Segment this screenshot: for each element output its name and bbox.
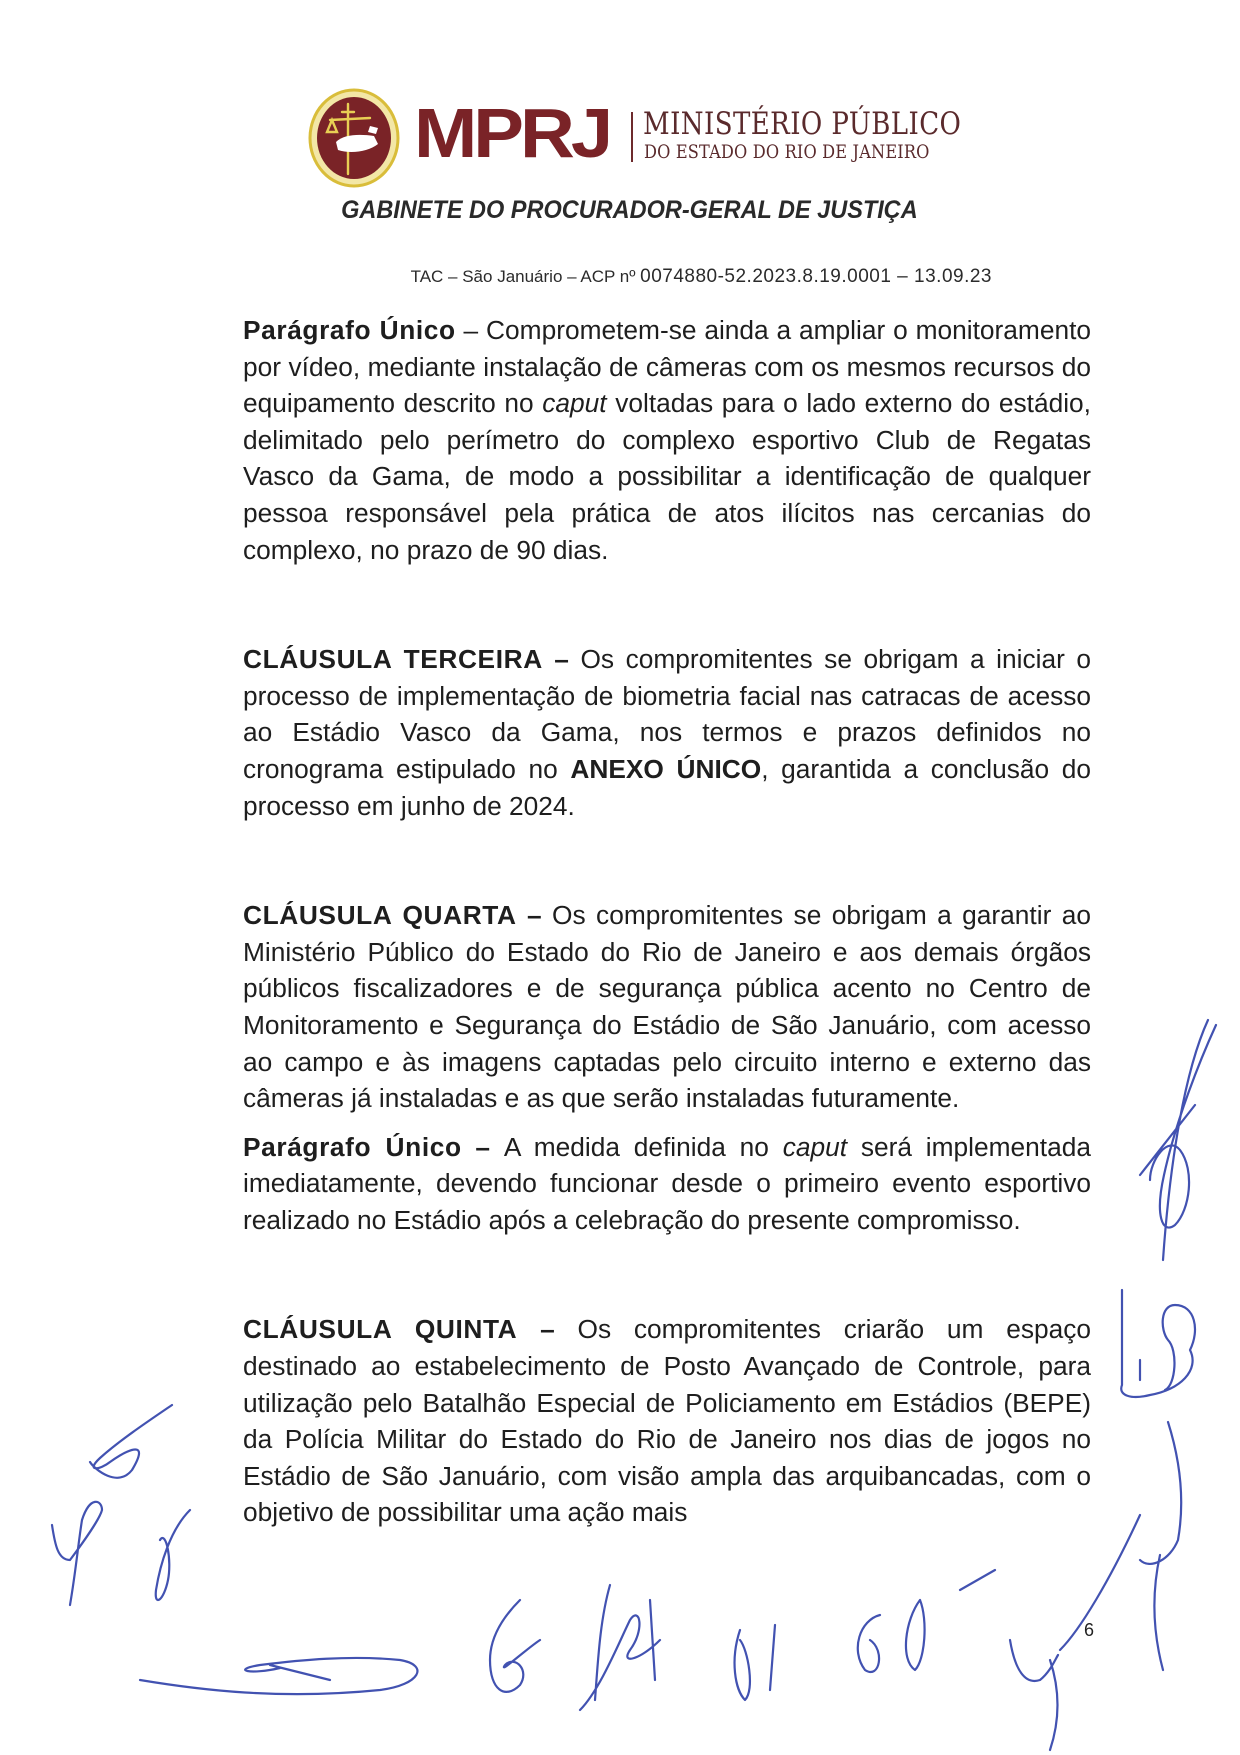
dash: – bbox=[461, 1131, 504, 1162]
page-number: 6 bbox=[1084, 1620, 1095, 1640]
signature-bottom-2 bbox=[490, 1600, 540, 1692]
clausula-terceira bbox=[243, 641, 1091, 824]
dash: – bbox=[516, 900, 553, 931]
paragraph-text: voltadas para o lado externo do estádio, delimitado pelo perímetro do complexo esportivo Club de Regatas Vasco da Gama, de modo a possibilitar a identificação de qualquer pessoa responsável pela prática de atos ilícitos nas cercanias do complexo, no prazo de 90 dias. bbox=[243, 388, 1091, 565]
paragraph-label: Parágrafo Único bbox=[243, 315, 456, 345]
clause-text: , garantida a conclusão do processo em junho de 2024. bbox=[243, 753, 1091, 821]
document-reference bbox=[411, 266, 992, 288]
initial-left-1 bbox=[90, 1405, 172, 1478]
reference-number: 0074880-52.2023.8.19.0001 – 13.09.23 bbox=[640, 266, 992, 287]
reference-prefix: TAC – São Januário – ACP nº bbox=[410, 267, 641, 286]
signature-bottom-3 bbox=[580, 1585, 660, 1710]
caput-term: caput bbox=[782, 1131, 848, 1162]
clausula-quarta bbox=[243, 897, 1091, 1117]
brand-logo-text: MPRJ bbox=[414, 94, 610, 173]
letterhead bbox=[0, 0, 1240, 290]
initial-right-1 bbox=[1140, 1020, 1216, 1260]
signature-bottom-1 bbox=[140, 1658, 417, 1694]
mprj-seal-icon bbox=[308, 88, 400, 188]
document-body bbox=[243, 312, 1091, 1531]
clause-label: CLÁUSULA TERCEIRA bbox=[243, 644, 543, 675]
brand-divider bbox=[631, 112, 633, 162]
paragrafo-unico-1 bbox=[243, 312, 1091, 568]
org-name: MINISTÉRIO PÚBLICO bbox=[643, 106, 962, 142]
signature-bottom-5 bbox=[858, 1570, 995, 1672]
office-title: GABINETE DO PROCURADOR-GERAL DE JUSTIÇA bbox=[341, 196, 918, 224]
signature-bottom-4 bbox=[735, 1625, 775, 1700]
clausula-quinta bbox=[243, 1311, 1091, 1531]
dash: – bbox=[455, 315, 487, 345]
dash: – bbox=[542, 644, 581, 675]
org-subtitle: DO ESTADO DO RIO DE JANEIRO bbox=[644, 141, 930, 163]
anexo-unico: ANEXO ÚNICO bbox=[570, 753, 762, 784]
paragraph-text: A medida definida no bbox=[503, 1131, 783, 1162]
clause-label: CLÁUSULA QUINTA bbox=[243, 1314, 518, 1345]
paragraph-text: Comprometem-se ainda a ampliar o monitoramento por vídeo, mediante instalação de câmeras com os mesmos recursos do equipamento descrito no bbox=[243, 315, 1092, 419]
paragraph-label: Parágrafo Único bbox=[243, 1131, 462, 1162]
signature-bottom-6 bbox=[1010, 1640, 1058, 1750]
initial-left-3 bbox=[156, 1510, 190, 1600]
initial-right-2 bbox=[1121, 1290, 1195, 1397]
clause-text: Os compromitentes se obrigam a iniciar o processo de implementação de biometria facial nas catracas de acesso ao Estádio Vasco da Gama, nos termos e prazos definidos no cronograma estipulado no bbox=[243, 644, 1091, 784]
caput-term: caput bbox=[542, 388, 607, 419]
clause-text: Os compromitentes criarão um espaço destinado ao estabelecimento de Posto Avançado de Controle, para utilização pelo Batalhão Especial de Policiamento em Estádios (BEPE) da Polícia Militar do Estado do Rio de Janeiro nos dias de jogos no Estádio de São Januário, com visão ampla das arquibancadas, com o objetivo de possibilitar uma ação mais bbox=[243, 1314, 1092, 1528]
initial-left-2 bbox=[52, 1502, 102, 1605]
paragraph-text: será implementada imediatamente, devendo funcionar desde o primeiro evento esportivo realizado no Estádio após a celebração do presente compromisso. bbox=[243, 1131, 1091, 1235]
dash: – bbox=[517, 1314, 578, 1345]
clause-text: Os compromitentes se obrigam a garantir ao Ministério Público do Estado do Rio de Janeiro e aos demais órgãos públicos fiscalizadores e de segurança pública acento no Centro de Monitoramento e Segurança do Estádio de São Januário, com acesso ao campo e às imagens captadas pelo circuito interno e externo das câmeras já instaladas e as que serão instaladas futuramente. bbox=[243, 900, 1091, 1114]
paragrafo-unico-2 bbox=[243, 1129, 1091, 1239]
clause-label: CLÁUSULA QUARTA bbox=[243, 900, 517, 931]
